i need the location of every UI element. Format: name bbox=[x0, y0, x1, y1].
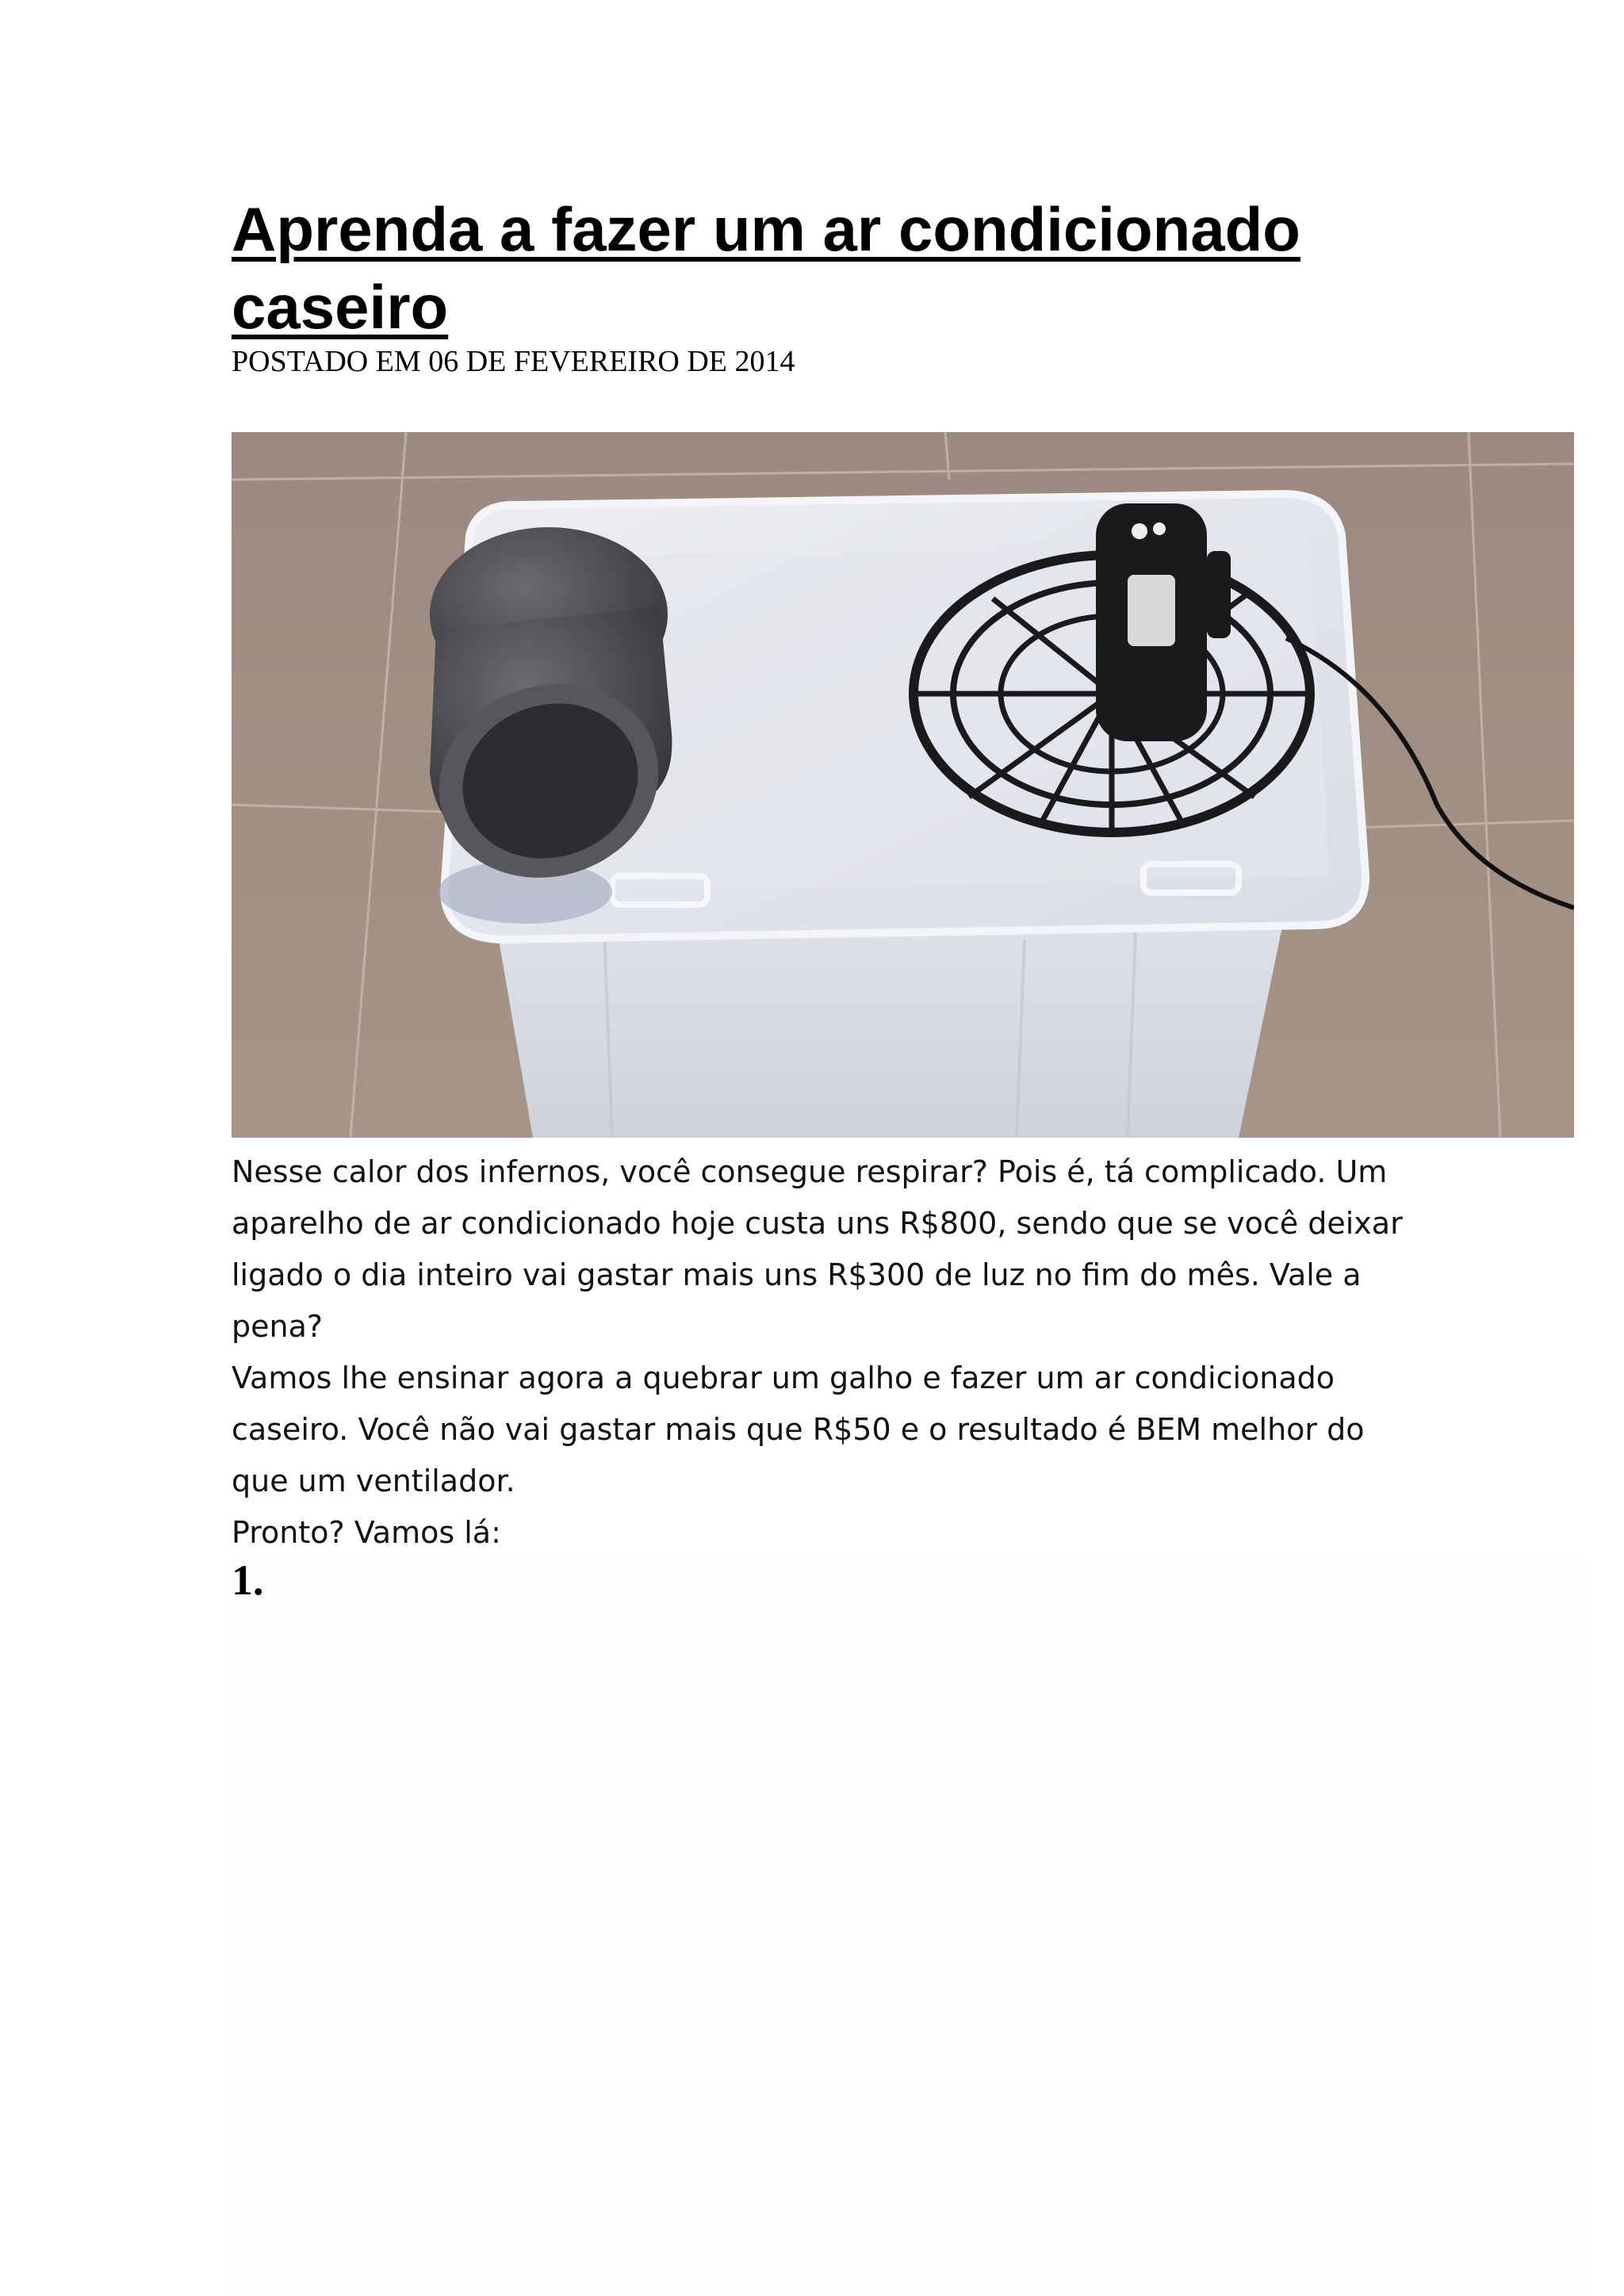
step-number: 1. bbox=[232, 1556, 264, 1604]
article-photo bbox=[232, 432, 1574, 1138]
posted-date: POSTADO EM 06 DE FEVEREIRO DE 2014 bbox=[232, 345, 795, 378]
article-body bbox=[232, 1146, 1405, 1559]
paragraph-intro: Nesse calor dos infernos, você consegue respirar? Pois é, tá complicado. Um aparelho de ar condicionado hoje custa uns R$800, sendo que se você deixar ligado o dia inteiro vai gastar mais uns R$300 de luz no fim do mês. Vale a pena? bbox=[232, 1154, 1403, 1344]
lower-panel bbox=[232, 1554, 1584, 2296]
paragraph-ready: Pronto? Vamos lá: bbox=[232, 1515, 501, 1550]
paragraph-offer: Vamos lhe ensinar agora a quebrar um galho e fazer um ar condicionado caseiro. Você não vai gastar mais que R$50 e o resultado é BEM melhor do que um ventilador. bbox=[232, 1360, 1365, 1498]
photo-illustration bbox=[232, 432, 1574, 1138]
article-title: Aprenda a fazer um ar condicionado caseiro bbox=[232, 194, 1300, 342]
